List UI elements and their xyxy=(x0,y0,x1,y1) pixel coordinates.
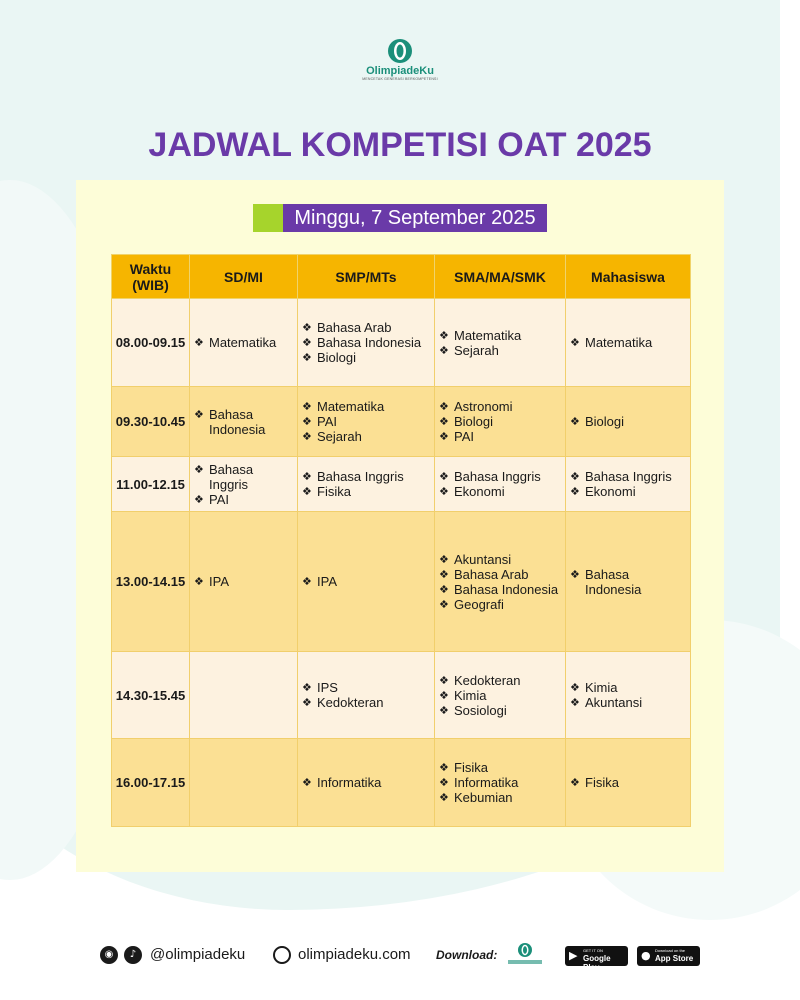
subject-cell-sd xyxy=(190,652,298,739)
subject-item: ❖ Kebumian xyxy=(439,790,561,805)
table-row xyxy=(112,652,691,739)
table-header-row xyxy=(112,255,691,299)
header-smp-label: SMP/MTs xyxy=(335,268,397,285)
subject-item: ❖ Fisika xyxy=(439,760,561,775)
subject-cell-smp xyxy=(298,512,435,652)
subject-list xyxy=(439,673,561,718)
subject-cell-sd xyxy=(190,739,298,827)
subject-cell-sd xyxy=(190,512,298,652)
subject-item: ❖ Bahasa Indonesia xyxy=(302,335,430,350)
subject-cell-sma xyxy=(435,512,566,652)
subject-cell-sd xyxy=(190,299,298,387)
social-handle[interactable]: @olimpiadeku xyxy=(150,946,246,963)
subject-item: ❖ Bahasa Arab xyxy=(439,567,561,582)
subject-item: ❖ Sosiologi xyxy=(439,703,561,718)
subject-item: ❖ Bahasa Arab xyxy=(302,320,430,335)
subject-item: ❖ Astronomi xyxy=(439,399,561,414)
date-accent-bar xyxy=(253,204,283,232)
globe-icon xyxy=(273,946,291,964)
subject-item: ❖ Bahasa Indonesia xyxy=(439,582,561,597)
subject-list xyxy=(194,574,293,589)
subject-cell-smp xyxy=(298,387,435,457)
subject-cell-smp xyxy=(298,457,435,512)
subject-list xyxy=(439,328,561,358)
subject-item: ❖ Bahasa Inggris xyxy=(194,462,293,492)
subject-list xyxy=(570,567,686,597)
subject-item: ❖ Ekonomi xyxy=(570,484,686,499)
subject-cell-mhs xyxy=(566,299,691,387)
subject-cell-mhs xyxy=(566,457,691,512)
subject-item: ❖ Matematika xyxy=(302,399,430,414)
subject-cell-sd xyxy=(190,387,298,457)
subject-item: ❖ Sejarah xyxy=(302,429,430,444)
instagram-icon[interactable]: ◉ xyxy=(100,946,118,964)
brand-logo xyxy=(350,38,450,90)
subject-cell-mhs xyxy=(566,739,691,827)
subject-item: ❖ Bahasa Inggris xyxy=(302,469,430,484)
subject-cell-mhs xyxy=(566,387,691,457)
subject-list xyxy=(570,775,686,790)
google-play-small-text: GET IT ON xyxy=(583,948,603,953)
tiktok-icon[interactable]: ♪ xyxy=(124,946,142,964)
olimpiadeku-small-logo-icon xyxy=(505,942,545,968)
subject-item: ❖ Akuntansi xyxy=(570,695,686,710)
subject-list xyxy=(302,399,430,444)
subject-list xyxy=(570,335,686,350)
olimpiadeku-logo-icon xyxy=(387,38,413,64)
subject-item: ❖ Kedokteran xyxy=(439,673,561,688)
subject-item: ❖ Matematika xyxy=(439,328,561,343)
download-label: Download: xyxy=(436,948,498,962)
subject-cell-sma xyxy=(435,457,566,512)
time-cell: 08.00-09.15 xyxy=(112,299,190,387)
subject-cell-smp xyxy=(298,299,435,387)
subject-item: ❖ Bahasa Indonesia xyxy=(570,567,686,597)
google-play-icon: ▶ xyxy=(569,949,578,962)
subject-cell-smp xyxy=(298,739,435,827)
subject-item: ❖ Matematika xyxy=(570,335,686,350)
subject-item: ❖ Sejarah xyxy=(439,343,561,358)
subject-item: ❖ Kedokteran xyxy=(302,695,430,710)
subject-list xyxy=(302,574,430,589)
header-smp xyxy=(298,255,435,299)
subject-item: ❖ Matematika xyxy=(194,335,293,350)
subject-item: ❖ IPA xyxy=(302,574,430,589)
table-row xyxy=(112,739,691,827)
subject-item: ❖ Kimia xyxy=(439,688,561,703)
header-mhs-label: Mahasiswa xyxy=(591,268,665,285)
header-mhs xyxy=(566,255,691,299)
subject-cell-sma xyxy=(435,739,566,827)
brand-name: OlimpiadeKu xyxy=(366,65,434,77)
time-cell: 16.00-17.15 xyxy=(112,739,190,827)
subject-item: ❖ IPA xyxy=(194,574,293,589)
subject-item: ❖ Akuntansi xyxy=(439,552,561,567)
subject-cell-sma xyxy=(435,299,566,387)
subject-list xyxy=(302,775,430,790)
header-sma-label: SMA/MA/SMK xyxy=(454,268,546,285)
time-cell: 14.30-15.45 xyxy=(112,652,190,739)
header-sma xyxy=(435,255,566,299)
page-title: JADWAL KOMPETISI OAT 2025 xyxy=(148,126,652,164)
subject-list xyxy=(302,469,430,499)
subject-cell-sma xyxy=(435,387,566,457)
subject-item: ❖ Kimia xyxy=(570,680,686,695)
subject-list xyxy=(439,760,561,805)
subject-item: ❖ Informatika xyxy=(302,775,430,790)
subject-list xyxy=(194,462,293,507)
brand-tagline: MENCETAK GENERASI BERKOMPETENSI xyxy=(362,77,438,81)
subject-list xyxy=(194,407,293,437)
subject-item: ❖ Biologi xyxy=(302,350,430,365)
subject-item: ❖ Informatika xyxy=(439,775,561,790)
header-sd-label: SD/MI xyxy=(224,268,263,285)
subject-item: ❖ IPS xyxy=(302,680,430,695)
subject-list xyxy=(439,469,561,499)
subject-item: ❖ Ekonomi xyxy=(439,484,561,499)
google-play-badge[interactable] xyxy=(565,946,628,972)
subject-list xyxy=(439,399,561,444)
time-cell: 09.30-10.45 xyxy=(112,387,190,457)
schedule-table xyxy=(111,254,691,827)
subject-list xyxy=(194,335,293,350)
subject-item: ❖ PAI xyxy=(302,414,430,429)
subject-item: ❖ Fisika xyxy=(302,484,430,499)
table-row xyxy=(112,387,691,457)
app-store-badge[interactable] xyxy=(637,946,700,966)
subject-cell-mhs xyxy=(566,652,691,739)
subject-cell-smp xyxy=(298,652,435,739)
subject-list xyxy=(570,469,686,499)
subject-item: ❖ Biologi xyxy=(570,414,686,429)
subject-item: ❖ Biologi xyxy=(439,414,561,429)
header-time xyxy=(112,255,190,299)
subject-item: ❖ PAI xyxy=(194,492,293,507)
subject-item: ❖ Bahasa Inggris xyxy=(570,469,686,484)
subject-list xyxy=(570,414,686,429)
website-link[interactable]: olimpiadeku.com xyxy=(298,946,411,963)
subject-cell-sd xyxy=(190,457,298,512)
subject-list xyxy=(302,320,430,365)
google-play-big-text: Google Play xyxy=(583,954,611,972)
table-row xyxy=(112,457,691,512)
app-store-big-text: App Store xyxy=(655,954,694,963)
date-label: Minggu, 7 September 2025 xyxy=(283,204,547,232)
subject-cell-mhs xyxy=(566,512,691,652)
subject-item: ❖ Geografi xyxy=(439,597,561,612)
app-store-small-text: Download on the xyxy=(655,948,686,953)
subject-item: ❖ Bahasa Indonesia xyxy=(194,407,293,437)
header-time-label: Waktu (WIB) xyxy=(129,260,172,293)
subject-list xyxy=(302,680,430,710)
table-row xyxy=(112,512,691,652)
time-cell: 11.00-12.15 xyxy=(112,457,190,512)
subject-list xyxy=(439,552,561,612)
subject-item: ❖ Fisika xyxy=(570,775,686,790)
schedule-body xyxy=(112,299,691,827)
subject-cell-sma xyxy=(435,652,566,739)
subject-list xyxy=(570,680,686,710)
time-cell: 13.00-14.15 xyxy=(112,512,190,652)
table-row xyxy=(112,299,691,387)
header-sd xyxy=(190,255,298,299)
apple-icon: ● xyxy=(641,949,651,962)
subject-item: ❖ Bahasa Inggris xyxy=(439,469,561,484)
subject-item: ❖ PAI xyxy=(439,429,561,444)
